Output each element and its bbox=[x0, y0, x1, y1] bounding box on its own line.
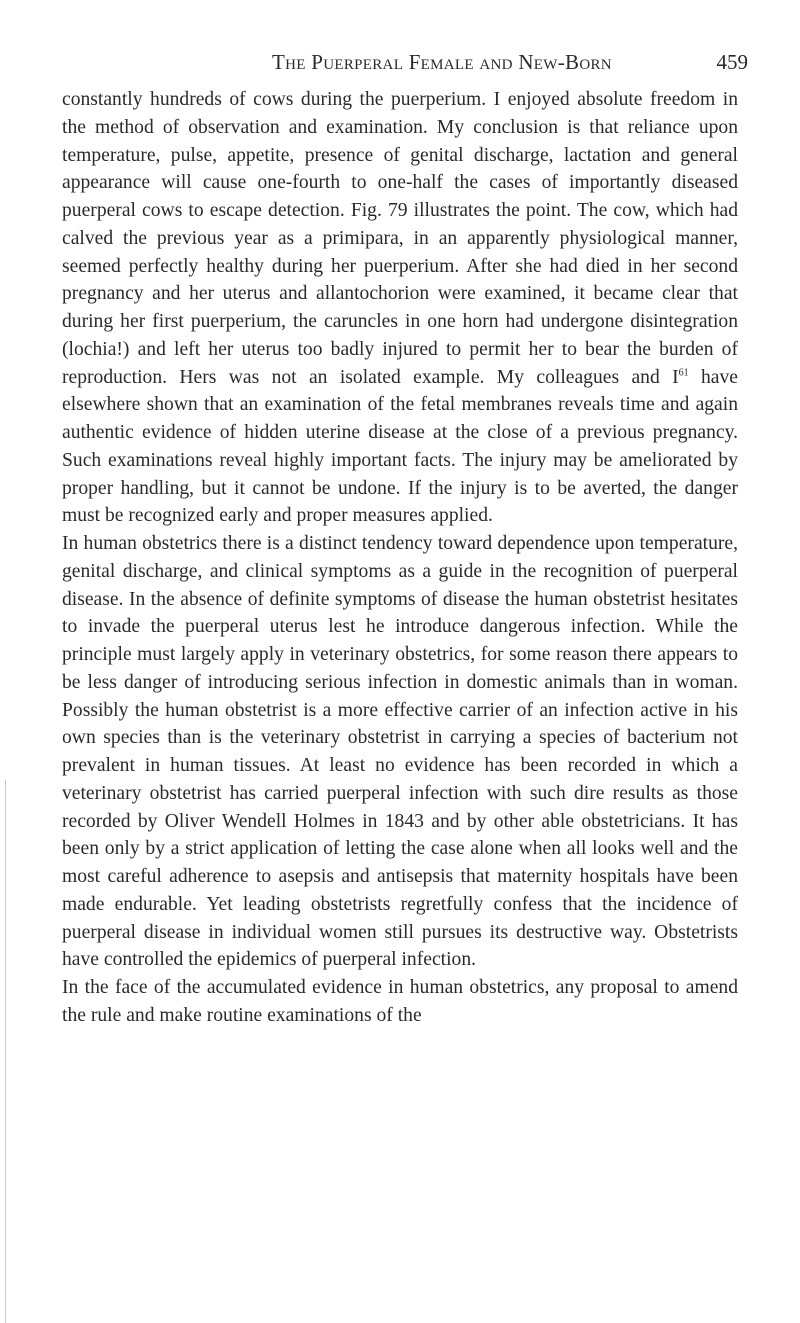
running-title: The Puerperal Female and New-Born bbox=[272, 50, 612, 74]
page-edge bbox=[0, 780, 6, 1323]
reference-superscript: 61 bbox=[678, 366, 689, 378]
body-text bbox=[62, 86, 738, 1030]
paragraph-1-text-before-ref: constantly hundreds of cows during the puerperium. I enjoyed absolute freedom in the method of observation and examination. My conclusion is that reliance upon temperature, pulse, appetite, presence of genital discharge, lactation and general appearance will cause one-fourth to one-half the cases of importantly diseased puerperal cows to escape detection. Fig. 79 illustrates the point. The cow, which had calved the previous year as a primipara, in an apparently physiological manner, seemed perfectly healthy during her puerperium. After she had died in her second pregnancy and her uterus and allantochorion were examined, it became clear that during her first puerperium, the caruncles in one horn had undergone disintegration (lochia!) and left her uterus too badly injured to permit her to bear the burden of reproduction. Hers was not an isolated example. My colleagues and I bbox=[62, 89, 738, 388]
paragraph-2: In human obstetrics there is a distinct tendency toward dependence upon temperature, genital discharge, and clinical symptoms as a guide in the recognition of puerperal disease. In the absence of definite symptoms of disease the human obstetrist hesitates to invade the puerperal uterus lest he introduce dangerous infection. While the principle must largely apply in veterinary obstetrics, for some reason there appears to be less danger of introducing serious infection in domestic animals than in woman. Possibly the human obstetrist is a more effective carrier of an infection active in his own species than is the veterinary obstetrist in carrying a species of bacterium not prevalent in human tissues. At least no evidence has been recorded in which a veterinary obstetrist has carried puerperal infection with such dire results as those recorded by Oliver Wendell Holmes in 1843 and by other able obstetricians. It has been only by a strict application of letting the case alone when all looks well and the most careful adherence to asepsis and antisepsis that maternity hospitals have been made endurable. Yet leading obstetrists regretfully confess that the incidence of puerperal disease in individual women still pursues its destructive way. Obstetrists have controlled the epidemics of puerperal infection. bbox=[62, 533, 738, 971]
page-number: 459 bbox=[716, 50, 748, 74]
page-header bbox=[250, 50, 748, 76]
paragraph-3: In the face of the accumulated evidence in human obstetrics, any proposal to amend the rule and make routine examinations of the bbox=[62, 977, 738, 1026]
paragraph-1 bbox=[62, 86, 738, 530]
paragraph-1-text-after-ref: have elsewhere shown that an examination of the fetal membranes reveals time and again authentic evidence of hidden uterine disease at the close of a previous pregnancy. Such examinations reveal highly important facts. The injury may be ameliorated by proper handling, but it cannot be undone. If the injury is to be averted, the danger must be recognized early and proper measures applied. bbox=[62, 366, 738, 527]
